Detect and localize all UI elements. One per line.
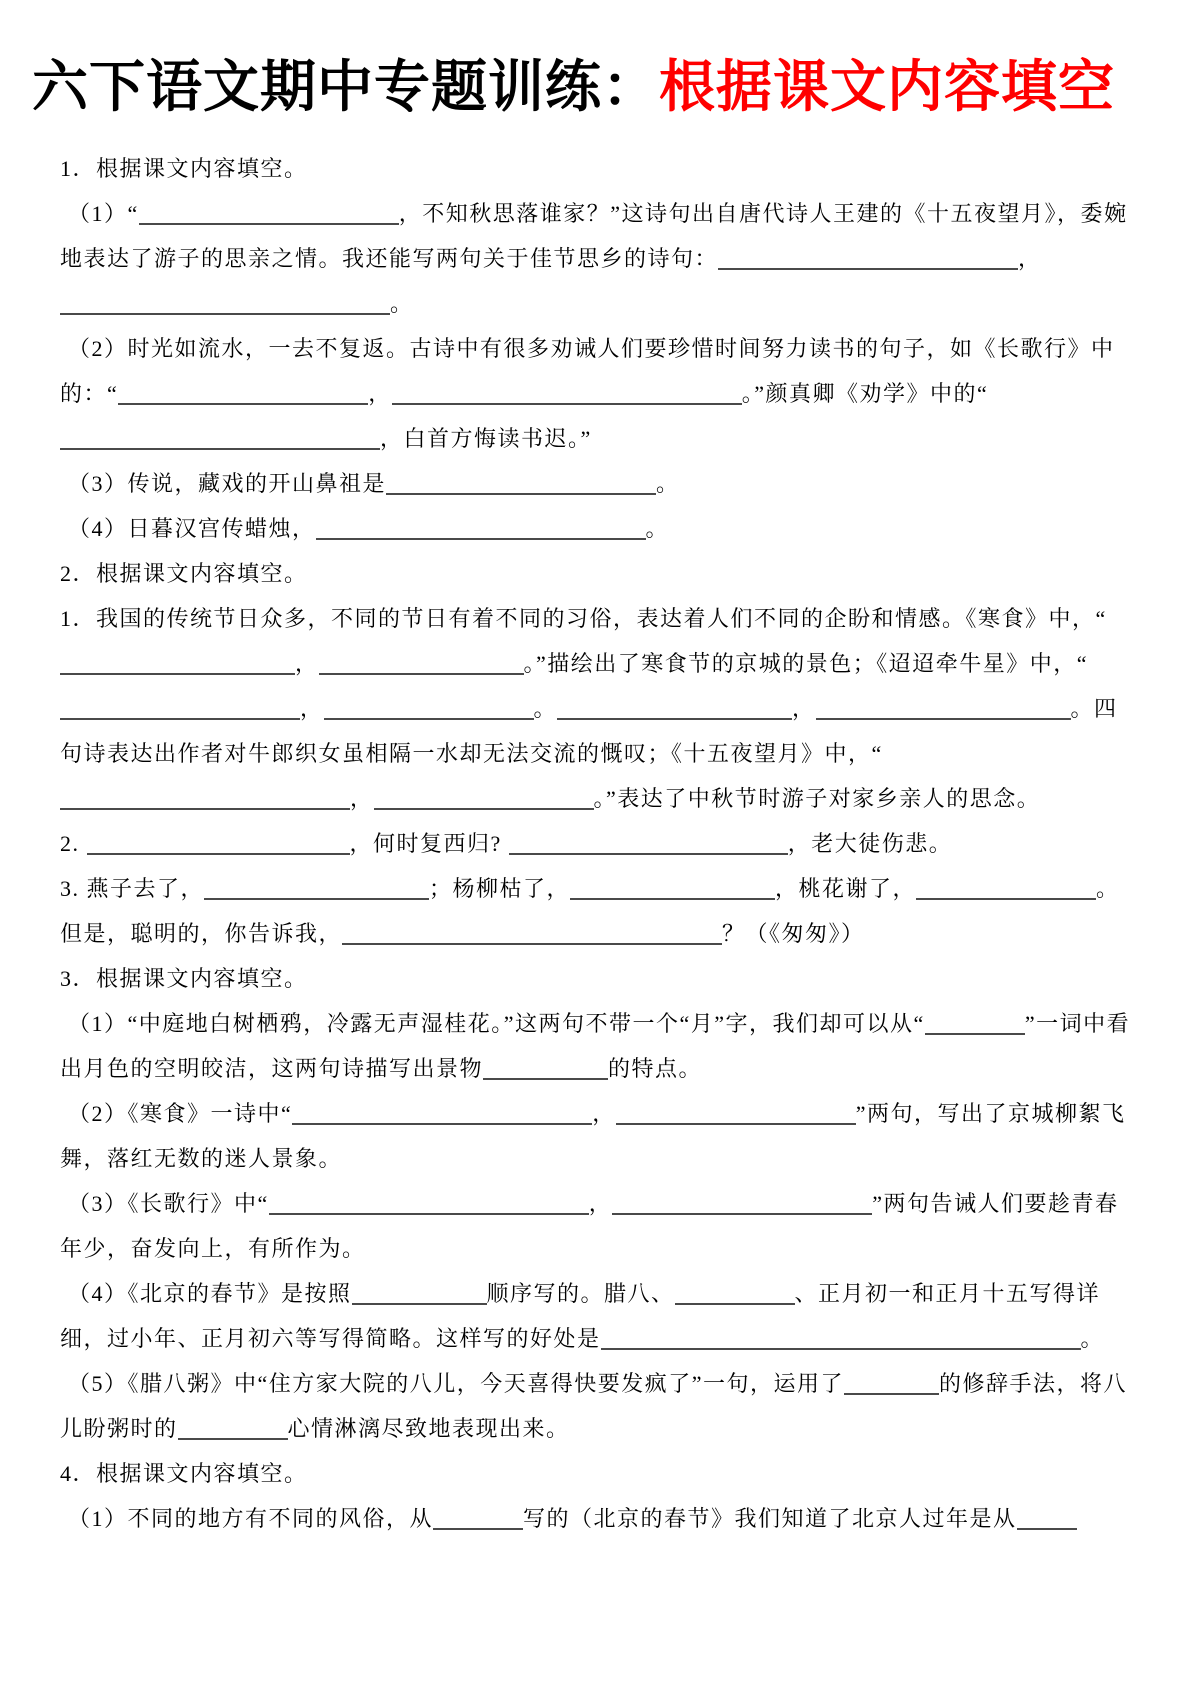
- text-run: ，白首方悔读书迟。”: [380, 426, 592, 451]
- text-run: 、正月初一和正月十五写得详细，过小年、正月初六等写得简略。这样写的好处是: [60, 1281, 1101, 1351]
- fill-in-blank: [139, 205, 399, 225]
- text-run: 顺序写的。腊八、: [486, 1281, 675, 1306]
- text-run: （2）时光如流水，一去不复返。古诗中有很多劝诫人们要珍惜时间努力读书的句子，如《长歌行》中的：“: [60, 336, 1115, 406]
- text-run: ”两句告诫人们要趁青春年少，奋发向上，有所作为。: [60, 1191, 1119, 1261]
- text-run: ，: [295, 651, 319, 676]
- q3-5: [60, 1361, 1133, 1451]
- fill-in-blank: [60, 700, 300, 720]
- text-run: ”一词中看出月色的空明皎洁，这两句诗描写出景物: [60, 1011, 1131, 1081]
- text-run: 。”表达了中秋节时游子对家乡亲人的思念。: [593, 786, 1041, 811]
- q3-1: [60, 1001, 1133, 1091]
- text-run: （4）《北京的春节》是按照: [68, 1281, 352, 1306]
- fill-in-blank: [570, 880, 775, 900]
- text-run: （4）日暮汉宫传蜡烛，: [68, 516, 316, 541]
- fill-in-blank: [342, 925, 722, 945]
- q1-1: [60, 191, 1133, 326]
- fill-in-blank: [612, 1195, 872, 1215]
- text-run: 。: [533, 696, 558, 721]
- q3-3: [60, 1181, 1133, 1271]
- fill-in-blank: [292, 1105, 592, 1125]
- fill-in-blank: [509, 835, 788, 855]
- text-run: 的特点。: [608, 1056, 703, 1081]
- text-run: 。但是，聪明的，你告诉我，: [60, 876, 1120, 946]
- q2-header: [60, 551, 1133, 596]
- text-run: 。”描绘出了寒食节的京城的景色；《迢迢牵牛星》中，“: [523, 651, 1089, 676]
- title-prefix: 六下语文期中专题训练：: [32, 55, 659, 118]
- text-run: ；杨柳枯了，: [429, 876, 571, 901]
- q2-3: [60, 866, 1133, 956]
- text-run: （3）传说，藏戏的开山鼻祖是: [68, 471, 387, 496]
- q1-4: [60, 506, 1133, 551]
- text-run: 2．根据课文内容填空。: [60, 561, 308, 586]
- q1-header: [60, 146, 1133, 191]
- fill-in-blank: [269, 1195, 589, 1215]
- text-run: （1）不同的地方有不同的风俗，从: [68, 1506, 434, 1531]
- q3-header: [60, 956, 1133, 1001]
- text-run: 。: [645, 516, 670, 541]
- text-run: ，: [1018, 246, 1042, 271]
- text-run: ，老大徒伤悲。: [787, 831, 953, 856]
- fill-in-blank: [916, 880, 1096, 900]
- text-run: 。: [390, 291, 414, 316]
- text-run: ，桃花谢了，: [775, 876, 917, 901]
- text-run: ”两句，写出了京城柳絮飞舞，落红无数的迷人景象。: [60, 1101, 1126, 1171]
- fill-in-blank: [118, 385, 368, 405]
- worksheet-body: [60, 146, 1133, 1541]
- text-run: 的修辞手法，将八儿盼粥时的: [60, 1371, 1128, 1441]
- fill-in-blank: [483, 1060, 608, 1080]
- text-run: 1．我国的传统节日众多，不同的节日有着不同的习俗，表达着人们不同的企盼和情感。《寒食》中，“: [60, 606, 1107, 631]
- fill-in-blank: [60, 295, 390, 315]
- fill-in-blank: [178, 1420, 288, 1440]
- fill-in-blank: [844, 1375, 939, 1395]
- fill-in-blank: [87, 835, 350, 855]
- text-run: 3．根据课文内容填空。: [60, 966, 308, 991]
- text-run: 写的（北京的春节》我们知道了北京人过年是从: [523, 1506, 1017, 1531]
- text-run: ，: [588, 1191, 613, 1216]
- text-run: ，不知秋思落谁家？”这诗句出自唐代诗人王建的《十五夜望月》，委婉地表达了游子的思亲之情。我还能写两句关于佳节思乡的诗句：: [60, 201, 1128, 271]
- fill-in-blank: [60, 655, 295, 675]
- q1-3: [60, 461, 1133, 506]
- text-run: ，何时复西归?: [349, 831, 509, 856]
- text-run: （5）《腊八粥》中“住方家大院的八儿，今天喜得快要发疯了”一句，运用了: [68, 1371, 845, 1396]
- text-run: 。: [1080, 1326, 1105, 1351]
- text-run: 2.: [60, 831, 87, 856]
- fill-in-blank: [374, 790, 594, 810]
- fill-in-blank: [352, 1285, 487, 1305]
- fill-in-blank: [616, 1105, 856, 1125]
- fill-in-blank: [386, 475, 656, 495]
- q3-4: [60, 1271, 1133, 1361]
- text-run: 。四句诗表达出作者对牛郎织女虽相隔一水却无法交流的慨叹；《十五夜望月》中，“: [60, 696, 1118, 766]
- q3-2: [60, 1091, 1133, 1181]
- fill-in-blank: [925, 1015, 1025, 1035]
- title-highlight: 根据课文内容填空: [659, 55, 1115, 118]
- q4-header: [60, 1451, 1133, 1496]
- text-run: ，: [350, 786, 374, 811]
- text-run: 3. 燕子去了，: [60, 876, 205, 901]
- text-run: 。: [656, 471, 680, 496]
- fill-in-blank: [324, 700, 534, 720]
- fill-in-blank: [816, 700, 1071, 720]
- text-run: 1．根据课文内容填空。: [60, 156, 308, 181]
- fill-in-blank: [601, 1330, 1081, 1350]
- text-run: ，: [792, 696, 816, 721]
- text-run: （2）《寒食》一诗中“: [68, 1101, 293, 1126]
- fill-in-blank: [204, 880, 429, 900]
- page-title: [32, 52, 1133, 122]
- fill-in-blank: [319, 655, 524, 675]
- fill-in-blank: [433, 1510, 523, 1530]
- text-run: 心情淋漓尽致地表现出来。: [287, 1416, 570, 1441]
- text-run: （1）“中庭地白树栖鸦，冷露无声湿桂花。”这两句不带一个“月”字，我们却可以从“: [68, 1011, 925, 1036]
- text-run: （3）《长歌行》中“: [68, 1191, 269, 1216]
- text-run: ，: [592, 1101, 616, 1126]
- fill-in-blank: [392, 385, 742, 405]
- text-run: ，: [368, 381, 392, 406]
- fill-in-blank: [557, 700, 792, 720]
- fill-in-blank: [60, 790, 350, 810]
- fill-in-blank: [718, 250, 1018, 270]
- text-run: ？（《匆匆》）: [722, 921, 865, 946]
- q2-2: [60, 821, 1133, 866]
- fill-in-blank: [60, 430, 380, 450]
- text-run: 4．根据课文内容填空。: [60, 1461, 308, 1486]
- q4-1: [60, 1496, 1133, 1541]
- text-run: （1）“: [68, 201, 139, 226]
- text-run: ，: [300, 696, 324, 721]
- q1-2: [60, 326, 1133, 461]
- fill-in-blank: [675, 1285, 795, 1305]
- text-run: 。”颜真卿《劝学》中的“: [741, 381, 989, 406]
- fill-in-blank: [1017, 1510, 1077, 1530]
- q2-1: [60, 596, 1133, 821]
- fill-in-blank: [316, 520, 646, 540]
